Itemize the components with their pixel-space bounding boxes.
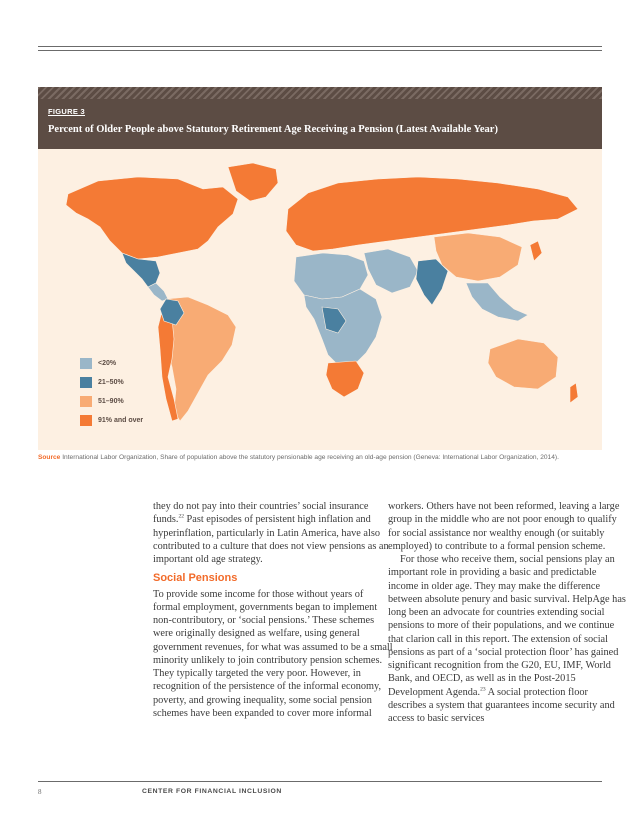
footer-rule (38, 781, 602, 782)
world-map-panel (38, 149, 602, 450)
source-label: Source (38, 454, 61, 461)
region-southern-africa (326, 361, 364, 397)
footnote-ref[interactable]: 22 (178, 513, 184, 520)
left-paragraph-1 (153, 500, 393, 566)
legend-swatch (80, 396, 92, 407)
section-heading: Social Pensions (153, 572, 238, 585)
legend-swatch (80, 358, 92, 369)
header-hatch (38, 87, 602, 99)
region-greenland (228, 163, 278, 201)
left-column (153, 500, 393, 720)
legend-item (80, 373, 143, 392)
page-number: 8 (38, 788, 42, 796)
legend-label: 51–90% (98, 398, 124, 405)
legend-swatch (80, 415, 92, 426)
region-central-america (148, 283, 168, 301)
left-paragraph-2: To provide some income for those without years of formal employment, governments began to implement non-contributory, or ‘social pensions.’ These schemes were originally designed as welfare, using general government revenues, for what was assumed to be a small minority unlikely to join contributory pension schemes. They typically targeted the very poor. However, in recognition of the persistence of the informal economy, poverty, and growing inequality, some social pension schemes have been expanded to cover more informal (153, 588, 393, 719)
legend-item (80, 392, 143, 411)
figure-header (38, 87, 602, 149)
legend-item (80, 411, 143, 430)
right-paragraph-2 (388, 553, 628, 725)
map-legend (80, 354, 143, 430)
right-p2-rest: A social protection floor describes a system that guarantees income security and access to basic services (388, 686, 615, 724)
left-p1-text: they do not pay into their countries’ social insurance funds. (153, 501, 369, 526)
region-southeast-asia (466, 283, 528, 321)
right-p2-text: For those who receive them, social pensions play an important role in providing a basic and predictable income in older age. They may make the difference between absolute penury and basic survival. HelpAge has long been an advocate for countries extending social pensions to more of their populations, and we continue that clarion call in this report. The extension of social pensions as part of a ‘social protection floor’ has gained significant recognition from the G20, EU, IMF, World Bank, and OECD, as well as in the Post-2015 Development Agenda. (388, 554, 626, 698)
footer-org-name: CENTER FOR FINANCIAL INCLUSION (142, 788, 282, 795)
figure-source (38, 454, 598, 462)
right-paragraph-1: workers. Others have not been reformed, leaving a large group in the middle who are not poor enough to qualify for social assistance nor wealthy enough (or suitably employed) to contribute to a formal pension scheme. (388, 501, 620, 552)
legend-label: <20% (98, 360, 117, 367)
region-middle-east (364, 249, 418, 293)
region-africa (304, 289, 382, 365)
legend-label: 91% and over (98, 417, 144, 424)
region-north-america (66, 177, 238, 259)
figure-3 (38, 87, 602, 450)
region-europe-russia (286, 177, 578, 251)
region-japan (530, 241, 542, 261)
source-text: International Labor Organization, Share of population above the statutory pensionable age receiving an old-age pension (Geneva: International Labor Organization, 2014). (62, 454, 559, 461)
right-column (388, 500, 628, 725)
legend-swatch (80, 377, 92, 388)
footnote-ref[interactable]: 23 (480, 686, 486, 693)
top-rule-2 (38, 50, 602, 51)
left-p1-rest: Past episodes of persistent high inflation and hyperinflation, particularly in Latin America, have also contributed to a culture that does not view pensions as an important old age strategy. (153, 514, 389, 565)
top-rule-1 (38, 46, 602, 47)
legend-item (80, 354, 143, 373)
region-new-zealand (570, 383, 578, 403)
figure-label: FIGURE 3 (48, 107, 85, 116)
figure-title: Percent of Older People above Statutory Retirement Age Receiving a Pension (Latest Available Year) (48, 124, 498, 135)
legend-label: 21–50% (98, 379, 124, 386)
region-australia (488, 339, 558, 389)
